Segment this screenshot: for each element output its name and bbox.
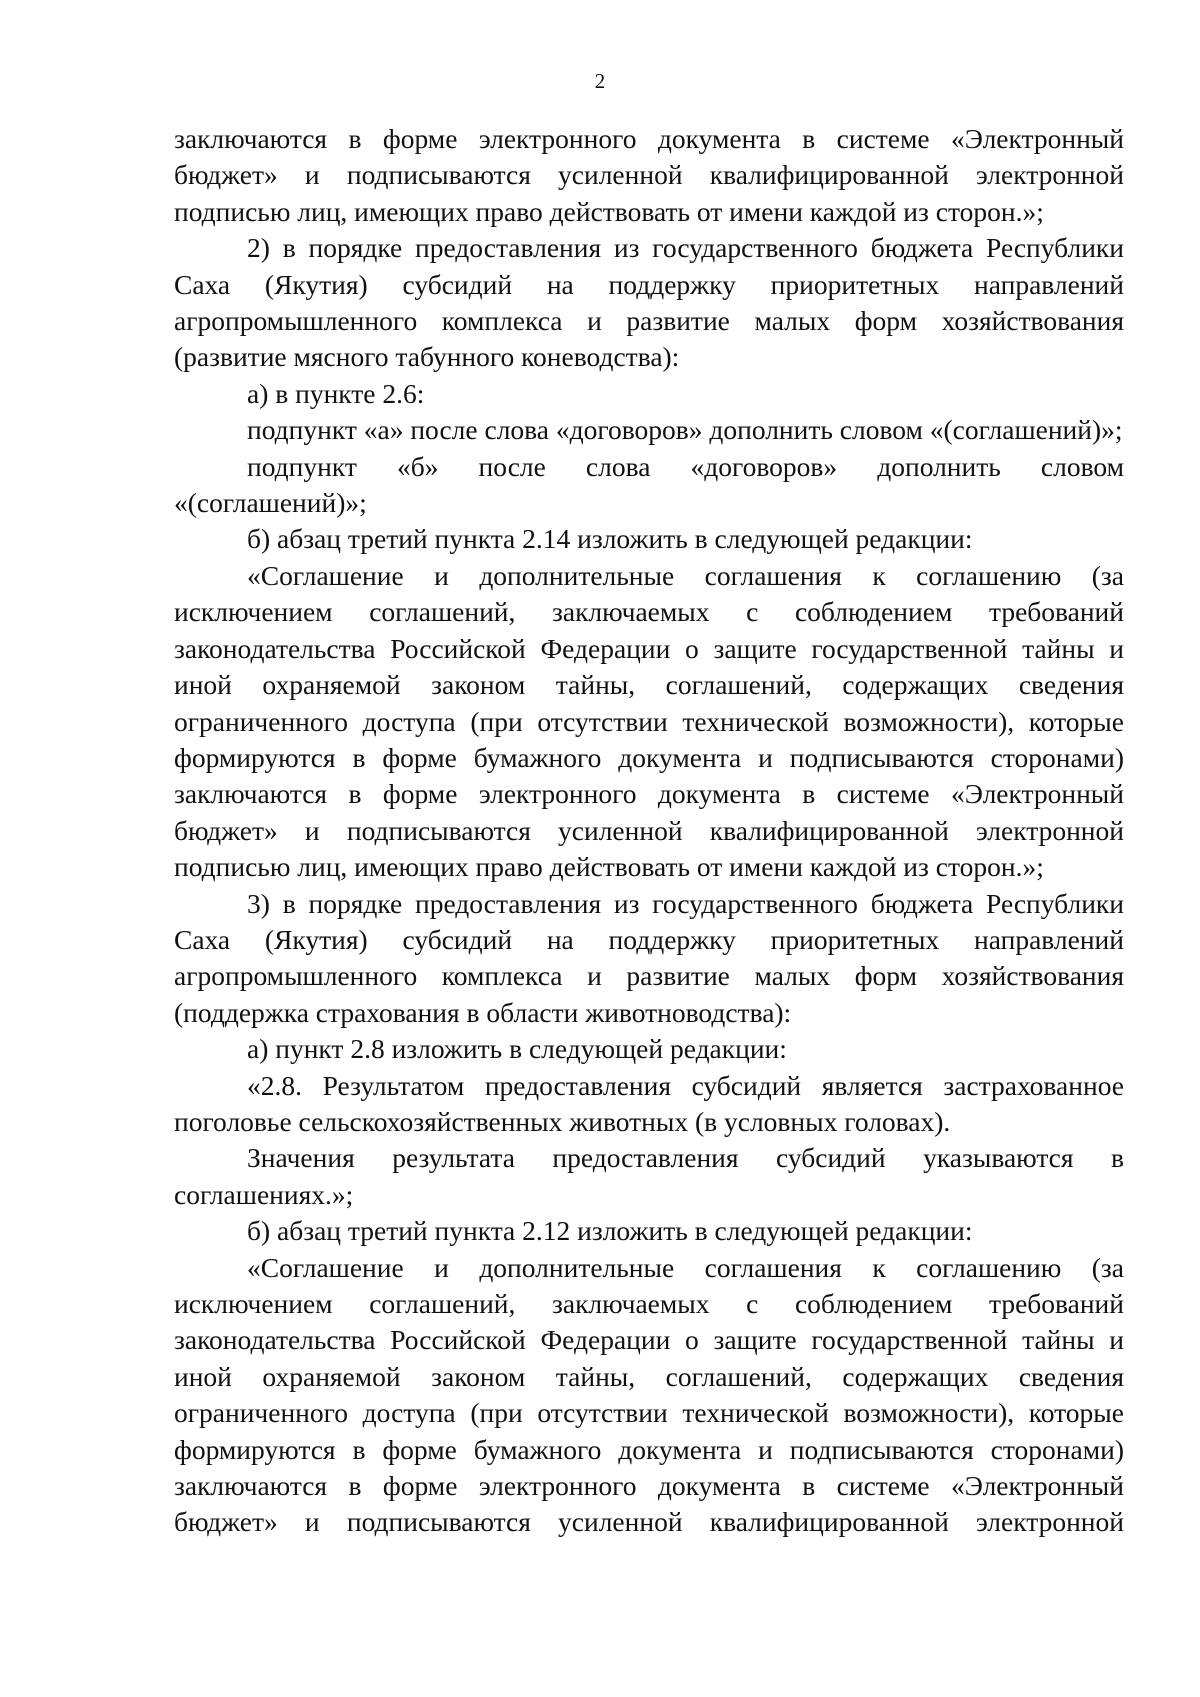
paragraph-subitem-a: а) в пункте 2.6: (247, 377, 425, 409)
paragraph-item-2: 2) в порядке предоставления из государственного бюджета Республики Саха (Якутия) субсидий на поддержку приоритетных направлений агропромышленного комплекса и развитие малых форм хозяйствования (развитие мясного табунного коневодства): (174, 232, 1124, 373)
paragraph-subitem-a-2: а) пункт 2.8 изложить в следующей редакции: (247, 1033, 787, 1065)
paragraph-subitem-b-2: б) абзац третий пункта 2.12 изложить в следующей редакции: (247, 1215, 973, 1247)
paragraph-result-values: Значения результата предоставления субсидий указываются в соглашениях.»; (174, 1142, 1124, 1210)
paragraph-item-3: 3) в порядке предоставления из государственного бюджета Республики Саха (Якутия) субсидий на поддержку приоритетных направлений агропромышленного комплекса и развитие малых форм хозяйствования (поддержка страхования в области животноводства): (174, 887, 1124, 1028)
paragraph-subitem-b: б) абзац третий пункта 2.14 изложить в следующей редакции: (247, 523, 973, 555)
paragraph-continuation: заключаются в форме электронного документа в системе «Электронный бюджет» и подписываются усиленной квалифицированной электронной подписью лиц, имеющих право действовать от имени каждой из сторон.»; (174, 123, 1124, 227)
paragraph-quoted-agreement: «Соглашение и дополнительные соглашения к соглашению (за исключением соглашений, заключаемых с соблюдением требований законодательства Российской Федерации о защите государственной тайны и иной охраняемой законом тайны, соглашений, содержащих сведения ограниченного доступа (при отсутствии технической возможности), которые формируются в форме бумажного документа и подписываются сторонами) заключаются в форме электронного документа в системе «Электронный бюджет» и подписываются усиленной квалифицированной электронной подписью лиц, имеющих право действовать от имени каждой из сторон.»; (174, 559, 1124, 883)
paragraph-subpoint-a: подпункт «а» после слова «договоров» дополнить словом «(соглашений)»; (247, 414, 1123, 446)
paragraph-subpoint-b: подпункт «б» после слова «договоров» дополнить словом «(соглашений)»; (174, 450, 1124, 519)
document-body (174, 121, 1124, 1541)
paragraph-quoted-agreement-2: «Соглашение и дополнительные соглашения к соглашению (за исключением соглашений, заключаемых с соблюдением требований законодательства Российской Федерации о защите государственной тайны и иной охраняемой законом тайны, соглашений, содержащих сведения ограниченного доступа (при отсутствии технической возможности), которые формируются в форме бумажного документа и подписываются сторонами) заключаются в форме электронного документа в системе «Электронный бюджет» и подписываются усиленной квалифицированной электронной (174, 1251, 1124, 1538)
page-number: 2 (594, 69, 606, 93)
paragraph-quoted-result: «2.8. Результатом предоставления субсидий является застрахованное поголовье сельскохозяйственных животных (в условных головах). (174, 1069, 1124, 1137)
